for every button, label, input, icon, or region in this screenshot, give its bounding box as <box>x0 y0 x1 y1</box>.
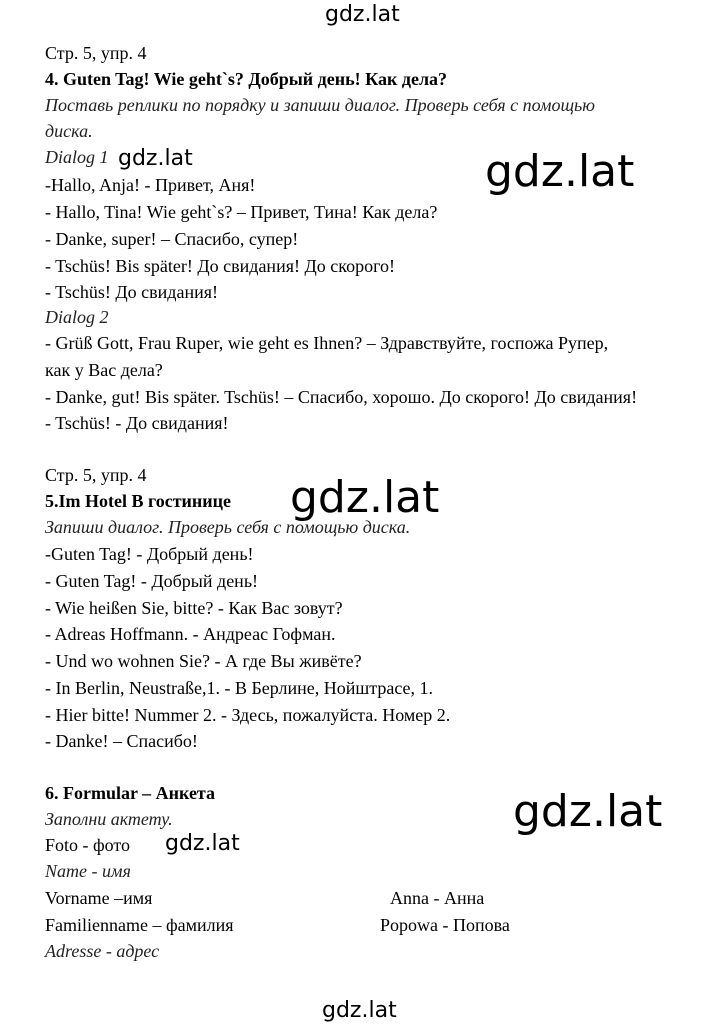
watermark-bottom: gdz.lat <box>322 998 397 1023</box>
dialog2-label: Dialog 2 <box>45 307 109 327</box>
watermark-large-3: gdz.lat <box>513 786 663 837</box>
dialog1-line: - Tschüs! Bis später! До свидания! До скорого! <box>45 256 395 276</box>
section1-title: 4. Guten Tag! Wie geht`s? Добрый день! Как дела? <box>45 69 448 89</box>
watermark-top: gdz.lat <box>325 2 400 27</box>
watermark-inline-foto: gdz.lat <box>165 831 240 856</box>
dialog1-line: - Hallo, Tina! Wie geht`s? – Привет, Тина! Как дела? <box>45 202 438 222</box>
foto-label: Foto - фото <box>45 835 131 855</box>
section1-instruction-2: диска. <box>45 121 93 141</box>
section2-dialog-line: - Guten Tag! - Добрый день! <box>45 571 259 591</box>
section3-title: 6. Formular – Анкета <box>45 783 215 803</box>
adresse-label: Adresse - адрес <box>45 941 160 961</box>
section3-instruction: Заполни актету. <box>45 809 173 829</box>
watermark-inline-dialog1: gdz.lat <box>118 146 193 171</box>
familienname-label: Familienname – фамилия <box>45 915 234 935</box>
section2-dialog-line: - In Berlin, Neustraße,1. - В Берлине, Нойштрасе, 1. <box>45 678 434 698</box>
section2-ref: Стр. 5, упр. 4 <box>45 465 147 485</box>
dialog2-line: - Grüß Gott, Frau Ruper, wie geht es Ihnen? – Здравствуйте, госпожа Рупер, <box>45 333 609 353</box>
section2-dialog-line: -Guten Tag! - Добрый день! <box>45 544 254 564</box>
familienname-value: Popowa - Попова <box>380 915 510 935</box>
dialog1-line: -Hallo, Anja! - Привет, Аня! <box>45 175 256 195</box>
vorname-label: Vorname –имя <box>45 888 153 908</box>
watermark-large-1: gdz.lat <box>485 146 635 197</box>
dialog2-line: как у Вас дела? <box>45 360 163 380</box>
watermark-large-2: gdz.lat <box>290 472 440 523</box>
section2-dialog-line: - Hier bitte! Nummer 2. - Здесь, пожалуйста. Номер 2. <box>45 705 451 725</box>
section2-dialog-line: - Adreas Hoffmann. - Андреас Гофман. <box>45 624 336 644</box>
section2-dialog-line: - Wie heißen Sie, bitte? - Как Вас зовут? <box>45 598 343 618</box>
section2-instruction: Запиши диалог. Проверь себя с помощью диска. <box>45 517 411 537</box>
section2-title: 5.Im Hotel В гостинице <box>45 491 232 511</box>
dialog1-line: - Tschüs! До свидания! <box>45 282 218 302</box>
name-label: Name - имя <box>45 861 131 881</box>
dialog1-label: Dialog 1 <box>45 147 109 167</box>
section1-instruction-1: Поставь реплики по порядку и запиши диалог. Проверь себя с помощью <box>45 95 595 115</box>
section1-ref: Стр. 5, упр. 4 <box>45 43 147 63</box>
section2-dialog-line: - Danke! – Спасибо! <box>45 731 198 751</box>
dialog2-line: - Tschüs! - До свидания! <box>45 413 229 433</box>
vorname-value: Anna - Анна <box>390 888 485 908</box>
section2-dialog-line: - Und wo wohnen Sie? - А где Вы живёте? <box>45 651 362 671</box>
dialog2-line: - Danke, gut! Bis später. Tschüs! – Спасибо, хорошо. До скорого! До свидания! <box>45 387 638 407</box>
dialog1-line: - Danke, super! – Спасибо, супер! <box>45 229 299 249</box>
